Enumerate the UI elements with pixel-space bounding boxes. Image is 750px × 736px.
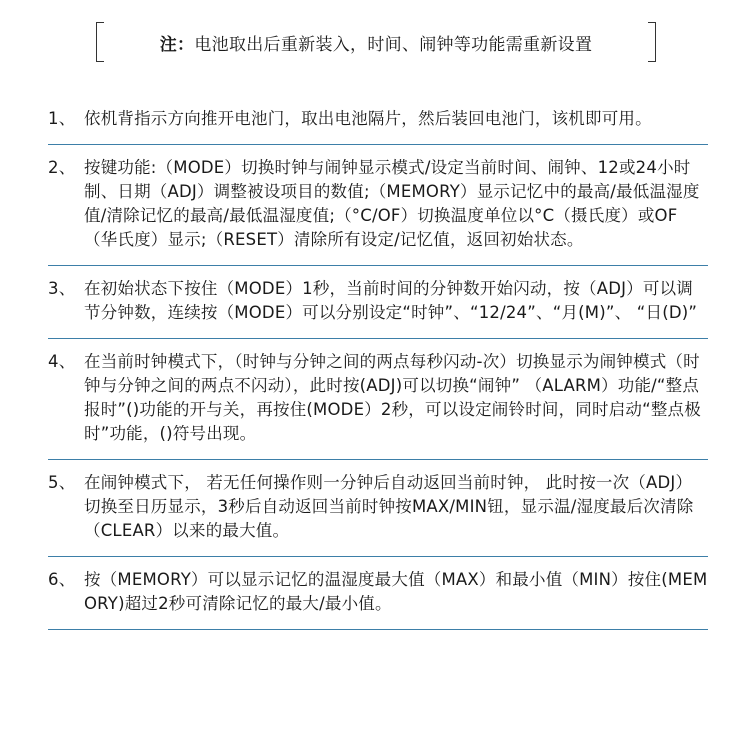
- item-text: 在当前时钟模式下，（时钟与分钟之间的两点每秒闪动-次）切换显示为闹钟模式（时钟与分钟之间的两点不闪动），此时按(ADJ)可以切换“闹钟” （ALARM）功能/“整点报时”()功能的开与关，再按住(MODE）2秒，可以设定闹铃时间，同时启动“整点极时”功能，()符号出现。: [84, 352, 701, 443]
- instruction-item-6: [48, 568, 708, 616]
- divider: [48, 338, 708, 339]
- divider: [48, 629, 708, 630]
- item-number: 3、: [48, 279, 76, 298]
- left-bracket: [96, 22, 104, 62]
- divider: [48, 144, 708, 145]
- item-number: 6、: [48, 570, 76, 589]
- instruction-item-5: [48, 471, 708, 543]
- right-bracket: [648, 22, 656, 62]
- instruction-item-3: [48, 277, 708, 325]
- item-text: 在初始状态下按住（MODE）1秒，当前时间的分钟数开始闪动，按（ADJ）可以调节分钟数，连续按（MODE）可以分别设定“时钟”、“12/24”、“月(M)”、 “日(D)”: [84, 279, 698, 322]
- item-text: 在闹钟模式下， 若无任何操作则一分钟后自动返回当前时钟， 此时按一次（ADJ）切换至日历显示，3秒后自动返回当前时钟按MAX/MIN钮，显示温/湿度最后次清除（CLEAR）以来的最大值。: [84, 473, 694, 540]
- notice-box: [96, 22, 656, 62]
- item-number: 2、: [48, 158, 76, 177]
- instruction-list: [48, 107, 708, 641]
- item-number: 5、: [48, 473, 76, 492]
- item-number: 1、: [48, 109, 76, 128]
- item-text: 依机背指示方向推开电池门，取出电池隔片，然后装回电池门，该机即可用。: [84, 109, 652, 128]
- item-number: 4、: [48, 352, 76, 371]
- divider: [48, 265, 708, 266]
- notice-text: [160, 30, 593, 55]
- item-text: 按（MEMORY）可以显示记忆的温湿度最大值（MAX）和最小值（MIN）按住(MEMORY)超过2秒可清除记忆的最大/最小值。: [84, 570, 708, 613]
- divider: [48, 459, 708, 460]
- item-text: 按键功能:（MODE）切换时钟与闹钟显示模式/设定当前时间、闹钟、12或24小时制、日期（ADJ）调整被设项目的数值;（MEMORY）显示记忆中的最高/最低温湿度值/清除记忆的最高/最低温湿度值;（°C/OF）切换温度单位以°C（摄氏度）或OF（华氏度）显示;（RESET）清除所有设定/记忆值，返回初始状态。: [84, 158, 700, 249]
- instruction-item-2: [48, 156, 708, 252]
- notice-label: 注：: [159, 34, 195, 55]
- instruction-item-1: [48, 107, 708, 131]
- instruction-item-4: [48, 350, 708, 446]
- notice-message: 电池取出后重新装入，时间、闹钟等功能需重新设置: [194, 34, 593, 55]
- divider: [48, 556, 708, 557]
